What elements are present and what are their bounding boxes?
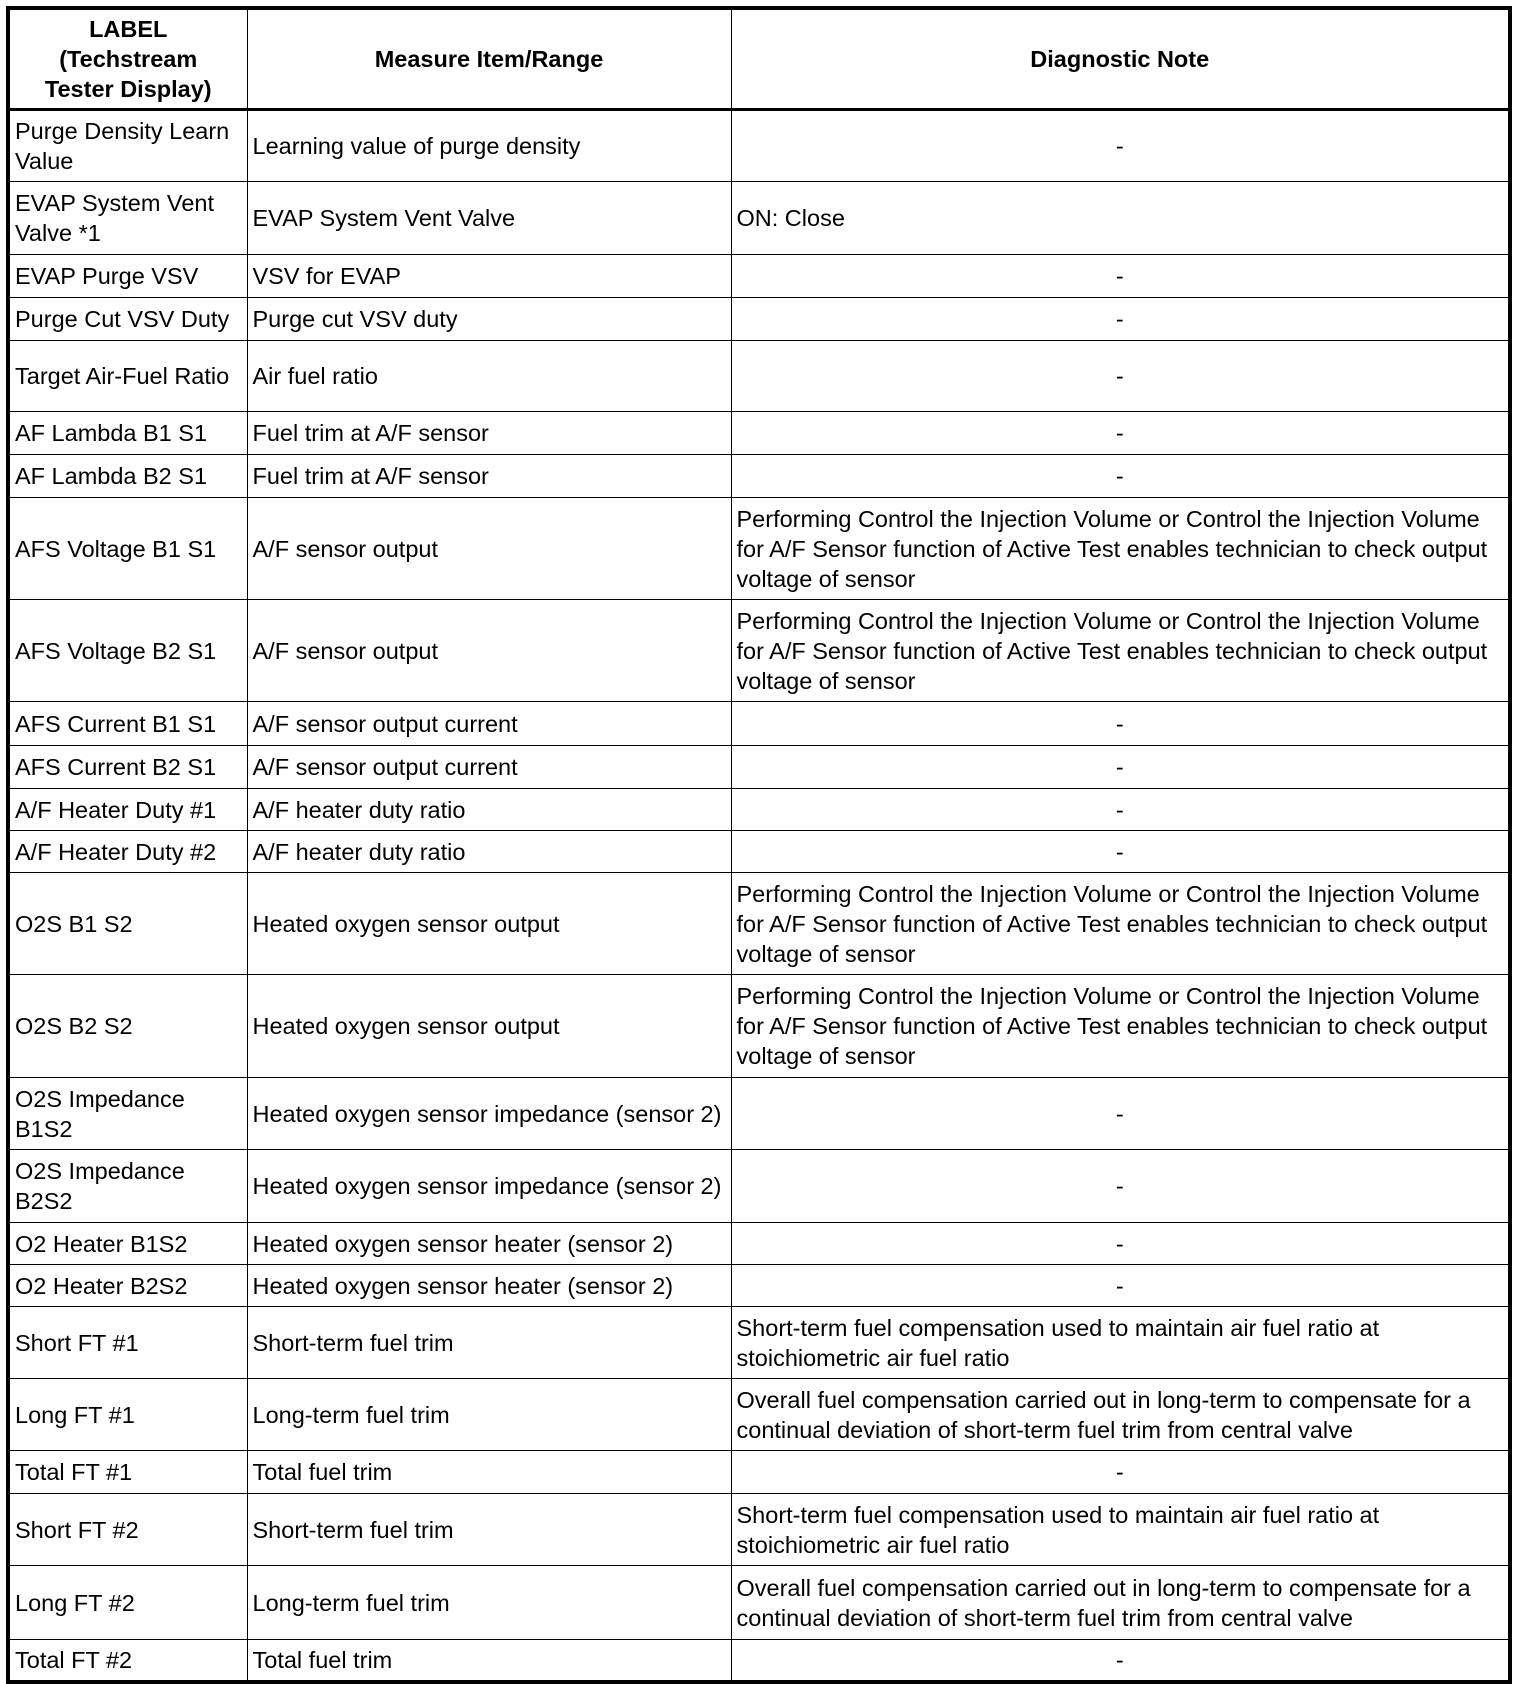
cell-label: O2S Impedance B1S2 — [8, 1078, 247, 1150]
cell-label: AFS Current B1 S1 — [8, 702, 247, 746]
cell-note: - — [731, 455, 1510, 498]
table-row — [8, 110, 1510, 182]
cell-note: - — [731, 341, 1510, 412]
cell-measure: Long-term fuel trim — [247, 1379, 731, 1451]
header-measure: Measure Item/Range — [247, 8, 731, 110]
cell-label: Short FT #1 — [8, 1307, 247, 1379]
cell-label: O2 Heater B2S2 — [8, 1265, 247, 1307]
cell-note: - — [731, 110, 1510, 182]
cell-label: Long FT #1 — [8, 1379, 247, 1451]
cell-note: - — [731, 298, 1510, 341]
cell-measure: Fuel trim at A/F sensor — [247, 455, 731, 498]
cell-measure: Heated oxygen sensor output — [247, 975, 731, 1078]
table-row — [8, 1494, 1510, 1566]
table-row — [8, 341, 1510, 412]
cell-label: A/F Heater Duty #2 — [8, 831, 247, 873]
cell-label: O2 Heater B1S2 — [8, 1223, 247, 1265]
cell-note: - — [731, 746, 1510, 789]
cell-measure: Short-term fuel trim — [247, 1307, 731, 1379]
cell-note: Overall fuel compensation carried out in long-term to compensate for a continual deviation of short-term fuel trim from central valve — [731, 1379, 1510, 1451]
table-row — [8, 412, 1510, 455]
cell-measure: Learning value of purge density — [247, 110, 731, 182]
cell-note: Short-term fuel compensation used to maintain air fuel ratio at stoichiometric air fuel ratio — [731, 1307, 1510, 1379]
cell-measure: A/F heater duty ratio — [247, 831, 731, 873]
cell-note: - — [731, 789, 1510, 831]
cell-label: AFS Voltage B1 S1 — [8, 498, 247, 600]
cell-measure: A/F sensor output — [247, 600, 731, 702]
table-row — [8, 831, 1510, 873]
cell-measure: EVAP System Vent Valve — [247, 182, 731, 255]
cell-note: - — [731, 1265, 1510, 1307]
table-row — [8, 1379, 1510, 1451]
cell-note: - — [731, 831, 1510, 873]
cell-measure: Heated oxygen sensor impedance (sensor 2) — [247, 1078, 731, 1150]
table-row — [8, 1150, 1510, 1223]
cell-note: Performing Control the Injection Volume or Control the Injection Volume for A/F Sensor function of Active Test enables technician to check output voltage of sensor — [731, 600, 1510, 702]
cell-label: O2S B1 S2 — [8, 873, 247, 975]
cell-label: Total FT #1 — [8, 1451, 247, 1494]
cell-note: Performing Control the Injection Volume or Control the Injection Volume for A/F Sensor function of Active Test enables technician to check output voltage of sensor — [731, 873, 1510, 975]
cell-note: Short-term fuel compensation used to maintain air fuel ratio at stoichiometric air fuel ratio — [731, 1494, 1510, 1566]
header-note: Diagnostic Note — [731, 8, 1510, 110]
cell-label: AFS Voltage B2 S1 — [8, 600, 247, 702]
cell-measure: Heated oxygen sensor impedance (sensor 2) — [247, 1150, 731, 1223]
cell-note: - — [731, 1223, 1510, 1265]
cell-label: EVAP System Vent Valve *1 — [8, 182, 247, 255]
table-row — [8, 1640, 1510, 1682]
cell-label: A/F Heater Duty #1 — [8, 789, 247, 831]
table-row — [8, 1451, 1510, 1494]
table-row — [8, 873, 1510, 975]
table-row — [8, 182, 1510, 255]
cell-label: Purge Density Learn Value — [8, 110, 247, 182]
cell-note: ON: Close — [731, 182, 1510, 255]
table-row — [8, 455, 1510, 498]
cell-measure: Heated oxygen sensor heater (sensor 2) — [247, 1265, 731, 1307]
table-row — [8, 702, 1510, 746]
table-row — [8, 255, 1510, 298]
cell-note: - — [731, 702, 1510, 746]
cell-measure: Heated oxygen sensor output — [247, 873, 731, 975]
cell-measure: Purge cut VSV duty — [247, 298, 731, 341]
cell-note: - — [731, 255, 1510, 298]
cell-measure: A/F sensor output current — [247, 746, 731, 789]
cell-label: Purge Cut VSV Duty — [8, 298, 247, 341]
cell-label: EVAP Purge VSV — [8, 255, 247, 298]
cell-measure: Fuel trim at A/F sensor — [247, 412, 731, 455]
cell-label: Long FT #2 — [8, 1566, 247, 1640]
cell-label: AFS Current B2 S1 — [8, 746, 247, 789]
cell-measure: Long-term fuel trim — [247, 1566, 731, 1640]
cell-measure: Total fuel trim — [247, 1640, 731, 1682]
cell-note: Overall fuel compensation carried out in long-term to compensate for a continual deviation of short-term fuel trim from central valve — [731, 1566, 1510, 1640]
cell-label: Target Air-Fuel Ratio — [8, 341, 247, 412]
cell-label: AF Lambda B1 S1 — [8, 412, 247, 455]
header-row — [8, 8, 1510, 110]
table-row — [8, 1566, 1510, 1640]
header-label: LABEL (Techstream Tester Display) — [8, 8, 247, 110]
cell-note: - — [731, 1451, 1510, 1494]
cell-measure: Heated oxygen sensor heater (sensor 2) — [247, 1223, 731, 1265]
cell-label: O2S Impedance B2S2 — [8, 1150, 247, 1223]
table-row — [8, 600, 1510, 702]
table-row — [8, 1265, 1510, 1307]
cell-measure: Total fuel trim — [247, 1451, 731, 1494]
cell-label: Total FT #2 — [8, 1640, 247, 1682]
table-row — [8, 498, 1510, 600]
cell-measure: VSV for EVAP — [247, 255, 731, 298]
cell-label: Short FT #2 — [8, 1494, 247, 1566]
cell-measure: A/F sensor output current — [247, 702, 731, 746]
cell-label: O2S B2 S2 — [8, 975, 247, 1078]
cell-note: - — [731, 412, 1510, 455]
table-row — [8, 975, 1510, 1078]
cell-note: - — [731, 1078, 1510, 1150]
cell-note: - — [731, 1150, 1510, 1223]
cell-note: Performing Control the Injection Volume or Control the Injection Volume for A/F Sensor function of Active Test enables technician to check output voltage of sensor — [731, 975, 1510, 1078]
cell-measure: A/F heater duty ratio — [247, 789, 731, 831]
table-row — [8, 746, 1510, 789]
cell-measure: A/F sensor output — [247, 498, 731, 600]
data-list-table — [6, 6, 1512, 1684]
table-row — [8, 1223, 1510, 1265]
table-row — [8, 1307, 1510, 1379]
table-row — [8, 298, 1510, 341]
table-row — [8, 789, 1510, 831]
cell-measure: Short-term fuel trim — [247, 1494, 731, 1566]
cell-note: Performing Control the Injection Volume or Control the Injection Volume for A/F Sensor function of Active Test enables technician to check output voltage of sensor — [731, 498, 1510, 600]
table-row — [8, 1078, 1510, 1150]
cell-note: - — [731, 1640, 1510, 1682]
cell-measure: Air fuel ratio — [247, 341, 731, 412]
cell-label: AF Lambda B2 S1 — [8, 455, 247, 498]
